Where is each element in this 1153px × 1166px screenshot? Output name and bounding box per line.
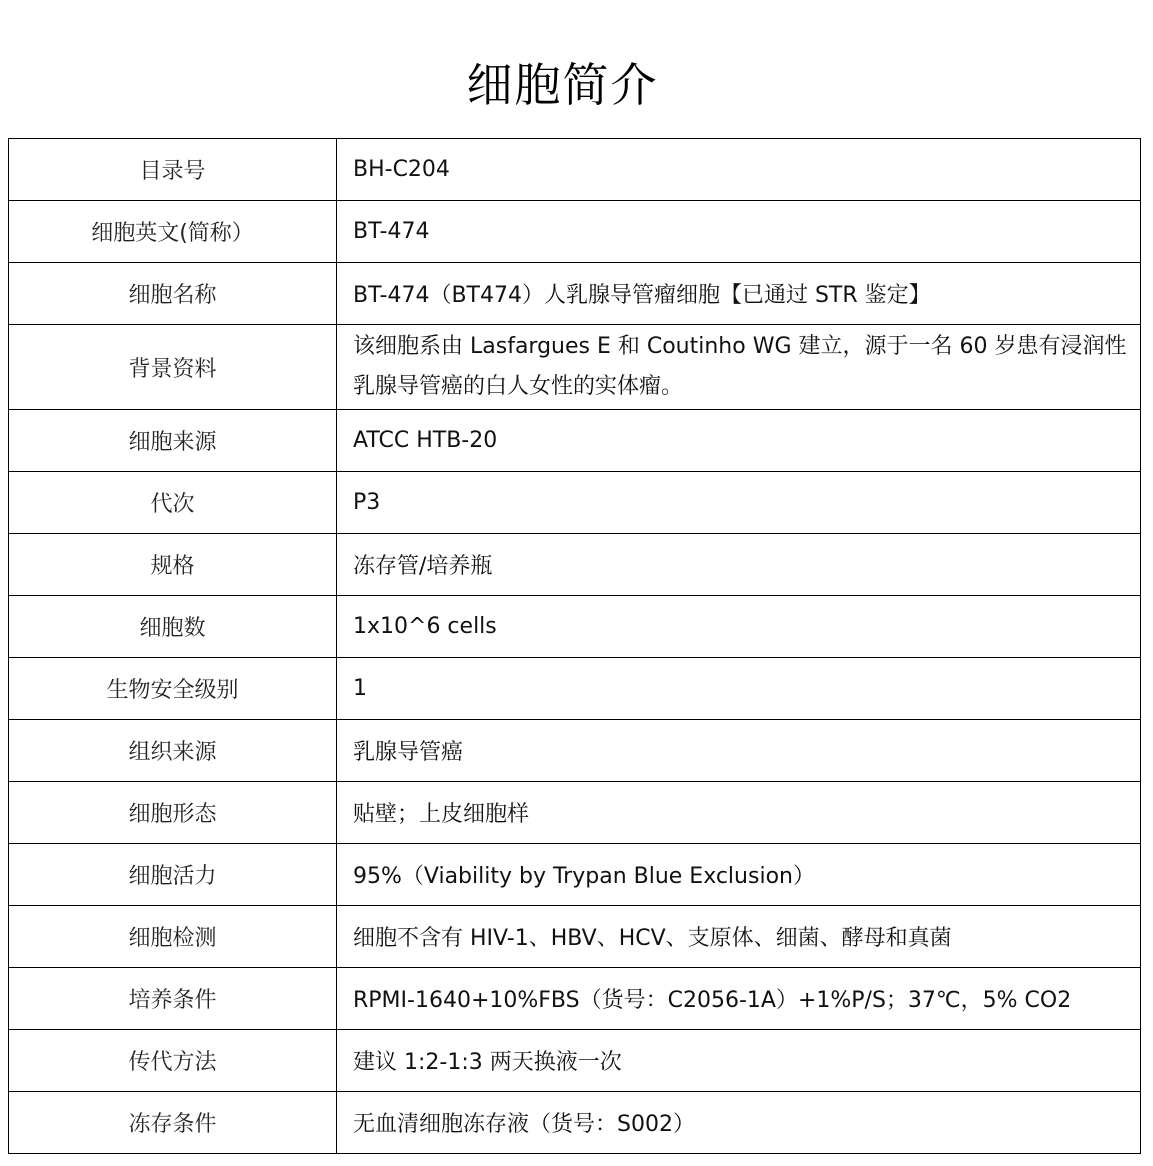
- row-value: 贴壁；上皮细胞样: [337, 782, 1141, 844]
- table-row-specification: [9, 534, 1141, 596]
- row-value: BT-474（BT474）人乳腺导管瘤细胞【已通过 STR 鉴定】: [337, 263, 1141, 325]
- table-row-passage-method: [9, 1030, 1141, 1092]
- table-row-cell-name: [9, 263, 1141, 325]
- table-row-english-name: [9, 201, 1141, 263]
- row-label: 组织来源: [9, 720, 337, 782]
- table-row-testing: [9, 906, 1141, 968]
- row-label: 细胞英文(简称）: [9, 201, 337, 263]
- page-title: 细胞简介: [466, 57, 659, 112]
- table-row-biosafety-level: [9, 658, 1141, 720]
- row-value: 细胞不含有 HIV-1、HBV、HCV、支原体、细菌、酵母和真菌: [337, 906, 1141, 968]
- row-label: 培养条件: [9, 968, 337, 1030]
- table-row-catalog-number: [9, 139, 1141, 201]
- row-value: 1: [337, 658, 1141, 720]
- row-label: 细胞名称: [9, 263, 337, 325]
- table-row-cryopreservation: [9, 1092, 1141, 1154]
- row-value: 乳腺导管癌: [337, 720, 1141, 782]
- table-row-background: [9, 325, 1141, 410]
- row-label: 规格: [9, 534, 337, 596]
- row-label: 代次: [9, 472, 337, 534]
- row-label: 细胞活力: [9, 844, 337, 906]
- row-value: ATCC HTB-20: [337, 410, 1141, 472]
- row-label: 细胞数: [9, 596, 337, 658]
- row-label: 生物安全级别: [9, 658, 337, 720]
- row-label: 冻存条件: [9, 1092, 337, 1154]
- table-row-morphology: [9, 782, 1141, 844]
- table-row-passage: [9, 472, 1141, 534]
- row-value: P3: [337, 472, 1141, 534]
- row-value: 95%（Viability by Trypan Blue Exclusion）: [337, 844, 1141, 906]
- table-row-tissue-source: [9, 720, 1141, 782]
- row-value: RPMI-1640+10%FBS（货号：C2056-1A）+1%P/S；37℃，5% CO2: [337, 968, 1141, 1030]
- row-value: 建议 1:2-1:3 两天换液一次: [337, 1030, 1141, 1092]
- row-value: 无血清细胞冻存液（货号：S002）: [337, 1092, 1141, 1154]
- row-value: BT-474: [337, 201, 1141, 263]
- row-value: BH-C204: [337, 139, 1141, 201]
- row-label: 细胞来源: [9, 410, 337, 472]
- table-row-cell-source: [9, 410, 1141, 472]
- cell-info-table: [8, 138, 1141, 1154]
- table-row-culture-conditions: [9, 968, 1141, 1030]
- row-label: 目录号: [9, 139, 337, 201]
- table-row-cell-count: [9, 596, 1141, 658]
- row-value: 该细胞系由 Lasfargues E 和 Coutinho WG 建立，源于一名 60 岁患有浸润性乳腺导管癌的白人女性的实体瘤。: [337, 325, 1141, 410]
- row-label: 背景资料: [9, 325, 337, 410]
- row-label: 细胞检测: [9, 906, 337, 968]
- table-row-viability: [9, 844, 1141, 906]
- row-value: 1x10^6 cells: [337, 596, 1141, 658]
- row-value: 冻存管/培养瓶: [337, 534, 1141, 596]
- row-label: 细胞形态: [9, 782, 337, 844]
- row-label: 传代方法: [9, 1030, 337, 1092]
